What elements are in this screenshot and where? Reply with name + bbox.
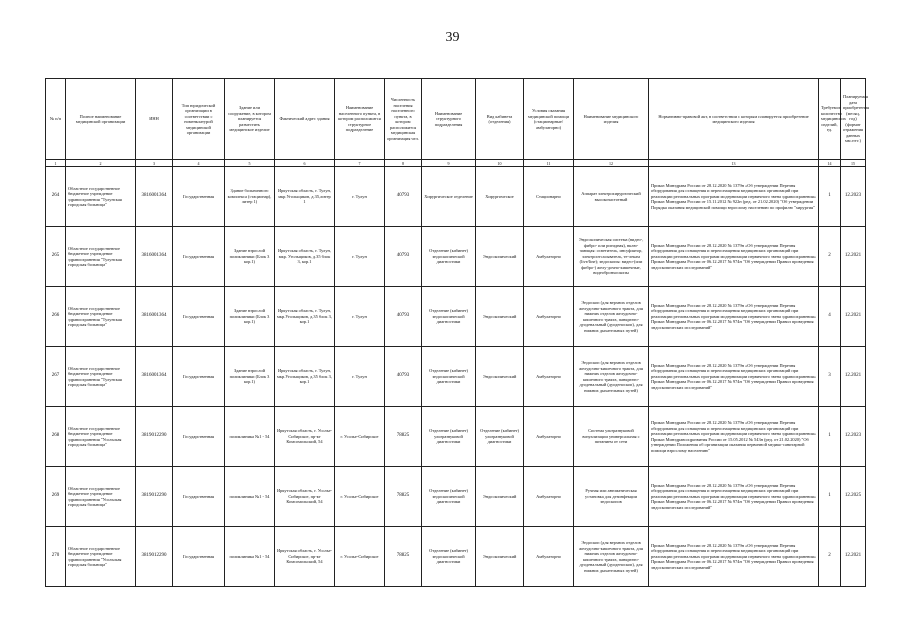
equipment-table [45, 78, 870, 587]
column-header: Здание или сооружение, в котором планируется разместить медицинское изделие [225, 79, 275, 160]
cell-building: поликлиника №1 - 54 [225, 407, 275, 467]
cell-n: 268 [46, 407, 66, 467]
column-header: Наименование населенного пункта, в котором расположится структурное подразделение [335, 79, 385, 160]
table-row [46, 347, 866, 407]
cell-act: Приказ Минздрава России от 28.12.2020 № 1379н «Об утверждении Перечня оборудования для оснащения и переоснащения медицинских организаций при реализации региональных программ модернизации первичного звена здравоохранения» Приказ Минздравсоцразвития России от 15.05.2012 № 543н (ред. от 21.02.2020) "Об утверждении Положения об организации оказания первичной медико-санитарной помощи взрослому населению" [649, 407, 819, 467]
cell-locality: г. Усолье-Сибирское [335, 407, 385, 467]
header-row [46, 79, 866, 160]
cell-date: 12.2021 [841, 227, 866, 287]
cell-population: 78825 [385, 527, 422, 587]
cell-type: Государственная [173, 347, 225, 407]
column-number: 3 [136, 160, 173, 167]
cell-device: Ручная или автоматическая установка для дезинфекции эндоскопов [574, 467, 649, 527]
cell-locality: г. Тулун [335, 227, 385, 287]
cell-population: 40793 [385, 287, 422, 347]
cell-type: Государственная [173, 287, 225, 347]
cell-cabinet: Эндоскопический [476, 287, 524, 347]
cell-n: 269 [46, 467, 66, 527]
cell-conditions: Амбулаторно [524, 467, 574, 527]
cell-qty: 2 [819, 227, 841, 287]
cell-date: 12.2023 [841, 167, 866, 227]
table-row [46, 467, 866, 527]
column-header: Наименование структурного подразделения [422, 79, 476, 160]
cell-unit: Отделение (кабинет) ультразвуковой диагностики [422, 407, 476, 467]
column-number: 12 [574, 160, 649, 167]
cell-act: Приказ Минздрава России от 28.12.2020 № 1379н «Об утверждении Перечня оборудования для оснащения и переоснащения медицинских организаций при реализации региональных программ модернизации первичного звена здравоохранения» Приказ Минздрава России от 15.11.2012 № 922н (ред. от 21.02.2020) "Об утверждении Порядка оказания медицинской помощи взрослому населению по профилю "хирургия" [649, 167, 819, 227]
cell-date: 12.2021 [841, 287, 866, 347]
cell-org: Областное государственное бюджетное учреждение здравоохранения "Тулунская городская больница" [66, 227, 136, 287]
column-number: 7 [335, 160, 385, 167]
cell-address: Иркутская область, г. Тулун, мкр.Угольщиков, д.35,литер 1 [275, 167, 335, 227]
cell-conditions: Амбулаторно [524, 287, 574, 347]
column-number: 5 [225, 160, 275, 167]
cell-org: Областное государственное бюджетное учреждение здравоохранения "Тулунская городская больница" [66, 287, 136, 347]
cell-cabinet: Эндоскопический [476, 467, 524, 527]
cell-org: Областное государственное бюджетное учреждение здравоохранения "Тулунская городская больница" [66, 347, 136, 407]
cell-unit: Отделение (кабинет) эндоскопической диагностики [422, 227, 476, 287]
column-header: ИНН [136, 79, 173, 160]
cell-qty: 3 [819, 347, 841, 407]
cell-inn: 3816001364 [136, 347, 173, 407]
cell-n: 264 [46, 167, 66, 227]
cell-device: Эндоскоп (для верхних отделов желудочно-кишечного тракта, для нижних отделов желудочно-кишечного тракта, панкреато-дуоденальный (дуоденоскоп), для нижних дыхательных путей) [574, 347, 649, 407]
cell-unit: Хирургическое отделение [422, 167, 476, 227]
column-header: Планируемая дата приобретения (месяц, год) (формат отражения данных мм.гггг.) [841, 79, 866, 160]
cell-org: Областное государственное бюджетное учреждение здравоохранения "Усольская городская больница" [66, 407, 136, 467]
cell-unit: Отделение (кабинет) эндоскопической диагностики [422, 287, 476, 347]
column-header: Вид кабинета (отделения) [476, 79, 524, 160]
table-row [46, 227, 866, 287]
cell-address: Иркутская область, г. Усолье-Сибирское, пр-кт Комсомольский, 54 [275, 527, 335, 587]
cell-qty: 2 [819, 527, 841, 587]
cell-building: Здание взрослой поликлиники (Блок 3 кор.1) [225, 287, 275, 347]
cell-unit: Отделение (кабинет) эндоскопической диагностики [422, 527, 476, 587]
cell-device: Система ультразвуковой визуализации универсальная с питанием от сети [574, 407, 649, 467]
cell-org: Областное государственное бюджетное учреждение здравоохранения "Усольская городская больница" [66, 527, 136, 587]
cell-act: Приказ Минздрава России от 28.12.2020 № 1379н «Об утверждении Перечня оборудования для оснащения и переоснащения медицинских организаций при реализации региональных программ модернизации первичного звена здравоохранения» Приказ Минздрава России от 06.12.2017 № 974н "Об утверждении Правил проведения эндоскопических исследований" [649, 227, 819, 287]
column-header: Полное наименование медицинской организации [66, 79, 136, 160]
column-header: Условия оказания медицинской помощи (стационарные/амбулаторно) [524, 79, 574, 160]
column-number: 14 [819, 160, 841, 167]
cell-qty: 1 [819, 407, 841, 467]
column-header: Требуемое количество медицинских изделий, ед. [819, 79, 841, 160]
cell-unit: Отделение (кабинет) эндоскопической диагностики [422, 467, 476, 527]
table-row [46, 287, 866, 347]
cell-cabinet: Эндоскопический [476, 347, 524, 407]
column-header: Численность населения населенного пункта, в котором расположится медицинская организация чел. [385, 79, 422, 160]
cell-conditions: Амбулаторно [524, 227, 574, 287]
cell-type: Государственная [173, 227, 225, 287]
cell-population: 78825 [385, 407, 422, 467]
column-header: Фактический адрес здания [275, 79, 335, 160]
cell-population: 78825 [385, 467, 422, 527]
cell-population: 40793 [385, 227, 422, 287]
cell-n: 270 [46, 527, 66, 587]
cell-cabinet: Отделение (кабинет) ультразвуковой диагностики [476, 407, 524, 467]
cell-org: Областное государственное бюджетное учреждение здравоохранения "Тулунская городская больница" [66, 167, 136, 227]
cell-unit: Отделение (кабинет) эндоскопической диагностики [422, 347, 476, 407]
column-number-row [46, 160, 866, 167]
column-number: 8 [385, 160, 422, 167]
table-row [46, 407, 866, 467]
column-number: 11 [524, 160, 574, 167]
cell-conditions: Амбулаторно [524, 347, 574, 407]
cell-address: Иркутская область, г. Усолье-Сибирское, пр-кт Комсомольский, 54 [275, 467, 335, 527]
cell-locality: г. Усолье-Сибирское [335, 467, 385, 527]
column-number: 6 [275, 160, 335, 167]
column-number: 13 [649, 160, 819, 167]
cell-inn: 3819012290 [136, 407, 173, 467]
cell-cabinet: Эндоскопический [476, 527, 524, 587]
cell-building: поликлиника №1 - 54 [225, 527, 275, 587]
table-row [46, 167, 866, 227]
cell-inn: 3819012290 [136, 467, 173, 527]
cell-cabinet: Эндоскопический [476, 227, 524, 287]
cell-qty: 4 [819, 287, 841, 347]
column-header: № п/п [46, 79, 66, 160]
cell-type: Государственная [173, 527, 225, 587]
cell-building: поликлиника №1 - 54 [225, 467, 275, 527]
cell-act: Приказ Минздрава России от 28.12.2020 № 1379н «Об утверждении Перечня оборудования для оснащения и переоснащения медицинских организаций при реализации региональных программ модернизации первичного звена здравоохранения» Приказ Минздрава России от 06.12.2017 № 974н "Об утверждении Правил проведения эндоскопических исследований" [649, 527, 819, 587]
cell-address: Иркутская область, г. Тулун, мкр.Угольщиков, д.35 блок 3, кор.1 [275, 347, 335, 407]
cell-date: 12.2023 [841, 407, 866, 467]
cell-locality: г. Тулун [335, 347, 385, 407]
cell-type: Государственная [173, 467, 225, 527]
cell-device: Эндоскоп (для верхних отделов желудочно-кишечного тракта, для нижних отделов желудочно-кишечного тракта, панкреато-дуоденальный (дуоденоскоп), для нижних дыхательных путей) [574, 287, 649, 347]
cell-locality: г. Тулун [335, 287, 385, 347]
cell-n: 265 [46, 227, 66, 287]
cell-device: Аппарат электрохирургический высокочастотный [574, 167, 649, 227]
cell-act: Приказ Минздрава России от 28.12.2020 № 1379н «Об утверждении Перечня оборудования для оснащения и переоснащения медицинских организаций при реализации региональных программ модернизации первичного звена здравоохранения» Приказ Минздрава России от 06.12.2017 № 974н "Об утверждении Правил проведения эндоскопических исследований" [649, 347, 819, 407]
page-number: 39 [445, 30, 460, 45]
cell-act: Приказ Минздрава России от 28.12.2020 № 1379н «Об утверждении Перечня оборудования для оснащения и переоснащения медицинских организаций при реализации региональных программ модернизации первичного звена здравоохранения» Приказ Минздрава России от 06.12.2017 № 974н "Об утверждении Правил проведения эндоскопических исследований" [649, 467, 819, 527]
column-number: 2 [66, 160, 136, 167]
cell-inn: 3819012290 [136, 527, 173, 587]
cell-conditions: Амбулаторно [524, 527, 574, 587]
cell-qty: 1 [819, 467, 841, 527]
column-number: 1 [46, 160, 66, 167]
column-number: 9 [422, 160, 476, 167]
cell-org: Областное государственное бюджетное учреждение здравоохранения "Усольская городская больница" [66, 467, 136, 527]
cell-inn: 3816001364 [136, 287, 173, 347]
column-number: 10 [476, 160, 524, 167]
column-header: Нормативно-правовой акт, в соответствии с которым планируется приобретение медицинского изделия [649, 79, 819, 160]
column-header: Тип юридической организации в соответствии с номенклатурой медицинской организации [173, 79, 225, 160]
cell-device: Эндоскоп (для верхних отделов желудочно-кишечного тракта, для нижних отделов желудочно-кишечного тракта, панкреато-дуоденальный (дуоденоскоп), для нижних дыхательных путей) [574, 527, 649, 587]
cell-population: 40793 [385, 167, 422, 227]
column-header: Наименование медицинского изделия [574, 79, 649, 160]
cell-cabinet: Хирургическое [476, 167, 524, 227]
cell-address: Иркутская область, г. Тулун, мкр.Угольщиков, д.35 блок 3, кор.1 [275, 287, 335, 347]
cell-building: Здание больничного комплекса (стационар), литер 1) [225, 167, 275, 227]
column-number: 15 [841, 160, 866, 167]
column-number: 4 [173, 160, 225, 167]
cell-inn: 3816001364 [136, 227, 173, 287]
cell-date: 12.2021 [841, 527, 866, 587]
cell-date: 12.2025 [841, 467, 866, 527]
cell-address: Иркутская область, г. Тулун, мкр. Угольщиков, д.35 блок 3, кор.1 [275, 227, 335, 287]
cell-date: 12.2021 [841, 347, 866, 407]
cell-n: 266 [46, 287, 66, 347]
cell-population: 40793 [385, 347, 422, 407]
cell-device: Эндоскопическая система (видео-, фибро- или ригидная), вклю-чающая: осветитель, инсуфлятор, электроотсасыватель, те-лекам (live/line); эндоскопы: видео-(или фибро-) желу-дочно-кишечные, видеобронхоскопы [574, 227, 649, 287]
cell-qty: 1 [819, 167, 841, 227]
cell-n: 267 [46, 347, 66, 407]
cell-inn: 3816001364 [136, 167, 173, 227]
cell-act: Приказ Минздрава России от 28.12.2020 № 1379н «Об утверждении Перечня оборудования для оснащения и переоснащения медицинских организаций при реализации региональных программ модернизации первичного звена здравоохранения» Приказ Минздрава России от 06.12.2017 № 974н "Об утверждении Правил проведения эндоскопических исследований" [649, 287, 819, 347]
cell-locality: г. Усолье-Сибирское [335, 527, 385, 587]
cell-address: Иркутская область, г. Усолье-Сибирское, пр-кт Комсомольский, 54 [275, 407, 335, 467]
cell-building: Здание взрослой поликлиники (Блок 3 кор.1) [225, 347, 275, 407]
cell-building: Здание взрослой поликлиники (Блок 3 кор.1) [225, 227, 275, 287]
cell-conditions: Стационарно [524, 167, 574, 227]
cell-locality: г. Тулун [335, 167, 385, 227]
cell-type: Государственная [173, 167, 225, 227]
cell-type: Государственная [173, 407, 225, 467]
cell-conditions: Амбулаторно [524, 407, 574, 467]
table-row [46, 527, 866, 587]
